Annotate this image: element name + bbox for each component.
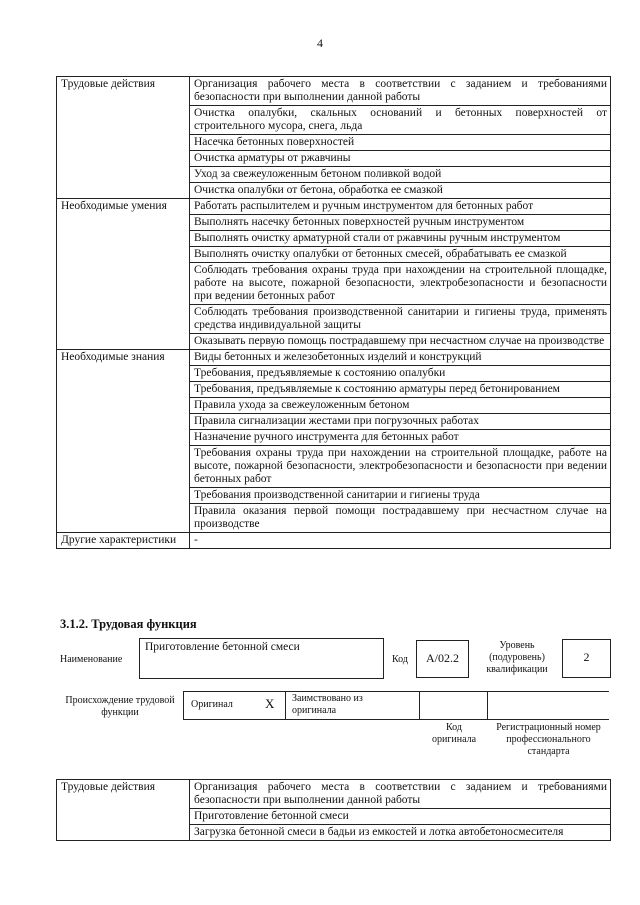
table-cell: Требования производственной санитарии и гигиены труда	[190, 488, 611, 504]
table-cell: Очистка опалубки от бетона, обработка ее смазкой	[190, 183, 611, 199]
origin-divider-1	[183, 691, 184, 720]
table-cell: Организация рабочего места в соответствии с заданием и требованиями безопасности при выполнении данной работы	[190, 77, 611, 106]
origin-divider-3	[419, 691, 420, 720]
table-cell: -	[190, 533, 611, 549]
table-cell: Оказывать первую помощь пострадавшему при несчастном случае на производстве	[190, 334, 611, 350]
table-cell: Назначение ручного инструмента для бетонных работ	[190, 430, 611, 446]
table-row	[57, 77, 611, 106]
table-cell: Организация рабочего места в соответствии с заданием и требованиями безопасности при выполнении данной работы	[190, 780, 611, 809]
code-value: А/02.2	[426, 651, 459, 665]
table-row	[57, 780, 611, 809]
table-cell: Приготовление бетонной смеси	[190, 809, 611, 825]
borrowed-label: Заимствовано из оригинала	[292, 693, 363, 716]
actions-table	[56, 779, 611, 841]
row-group-label: Трудовые действия	[57, 780, 190, 841]
code-value-box	[416, 640, 469, 678]
table-cell: Уход за свежеуложенным бетоном поливкой водой	[190, 167, 611, 183]
row-group-label: Необходимые знания	[57, 350, 190, 533]
table-cell: Виды бетонных и железобетонных изделий и конструкций	[190, 350, 611, 366]
name-label: Наименование	[60, 654, 123, 665]
level-value: 2	[583, 650, 590, 664]
table-cell: Правила оказания первой помощи пострадавшему при несчастном случае на производстве	[190, 504, 611, 533]
table-cell: Выполнять очистку опалубки от бетонных смесей, обрабатывать ее смазкой	[190, 247, 611, 263]
table-row	[57, 533, 611, 549]
origin-label: Происхождение трудовой функции	[65, 695, 175, 718]
origin-divider-2	[285, 691, 286, 720]
original-mark: X	[265, 696, 275, 711]
table-row	[57, 350, 611, 366]
table-cell: Требования, предъявляемые к состоянию арматуры перед бетонированием	[190, 382, 611, 398]
level-label: Уровень (подуровень) квалификации	[486, 640, 548, 675]
table-cell: Загрузка бетонной смеси в бадьи из емкостей и лотка автобетоносмесителя	[190, 825, 611, 841]
origin-divider-4	[487, 691, 488, 720]
table-cell: Насечка бетонных поверхностей	[190, 135, 611, 151]
origin-bottom-line	[183, 719, 609, 720]
table-cell: Требования охраны труда при нахождении на строительной площадке, работе на высоте, пожарной безопасности, электробезопасности и безопасности при ведении бетонных работ	[190, 446, 611, 488]
page-number: 4	[317, 36, 323, 50]
row-group-label: Необходимые умения	[57, 199, 190, 350]
row-group-label: Трудовые действия	[57, 77, 190, 199]
reg-number-label: Регистрационный номер профессионального стандарта	[496, 722, 601, 757]
level-value-box	[562, 639, 611, 678]
name-value: Приготовление бетонной смеси	[145, 641, 300, 653]
row-group-label: Другие характеристики	[57, 533, 190, 549]
table-cell: Правила сигнализации жестами при погрузочных работах	[190, 414, 611, 430]
code-original-label: Код оригинала	[431, 722, 477, 745]
table-cell: Соблюдать требования производственной санитарии и гигиены труда, применять средства индивидуальной защиты	[190, 305, 611, 334]
table-cell: Выполнять насечку бетонных поверхностей ручным инструментом	[190, 215, 611, 231]
requirements-table	[56, 76, 611, 549]
table-cell: Требования, предъявляемые к состоянию опалубки	[190, 366, 611, 382]
origin-top-line	[183, 691, 609, 692]
table-cell: Выполнять очистку арматурной стали от ржавчины ручным инструментом	[190, 231, 611, 247]
original-label: Оригинал	[191, 699, 233, 710]
table-cell: Работать распылителем и ручным инструментом для бетонных работ	[190, 199, 611, 215]
table-cell: Очистка арматуры от ржавчины	[190, 151, 611, 167]
section-heading: 3.1.2. Трудовая функция	[60, 617, 197, 631]
code-label: Код	[392, 654, 408, 665]
table-row	[57, 199, 611, 215]
table-cell: Соблюдать требования охраны труда при нахождении на строительной площадке, работе на высоте, пожарной безопасности, электробезопасности и безопасности при ведении бетонных работ	[190, 263, 611, 305]
table-cell: Правила ухода за свежеуложенным бетоном	[190, 398, 611, 414]
table-cell: Очистка опалубки, скальных оснований и бетонных поверхностей от строительного мусора, снега, льда	[190, 106, 611, 135]
name-value-box	[139, 638, 384, 679]
